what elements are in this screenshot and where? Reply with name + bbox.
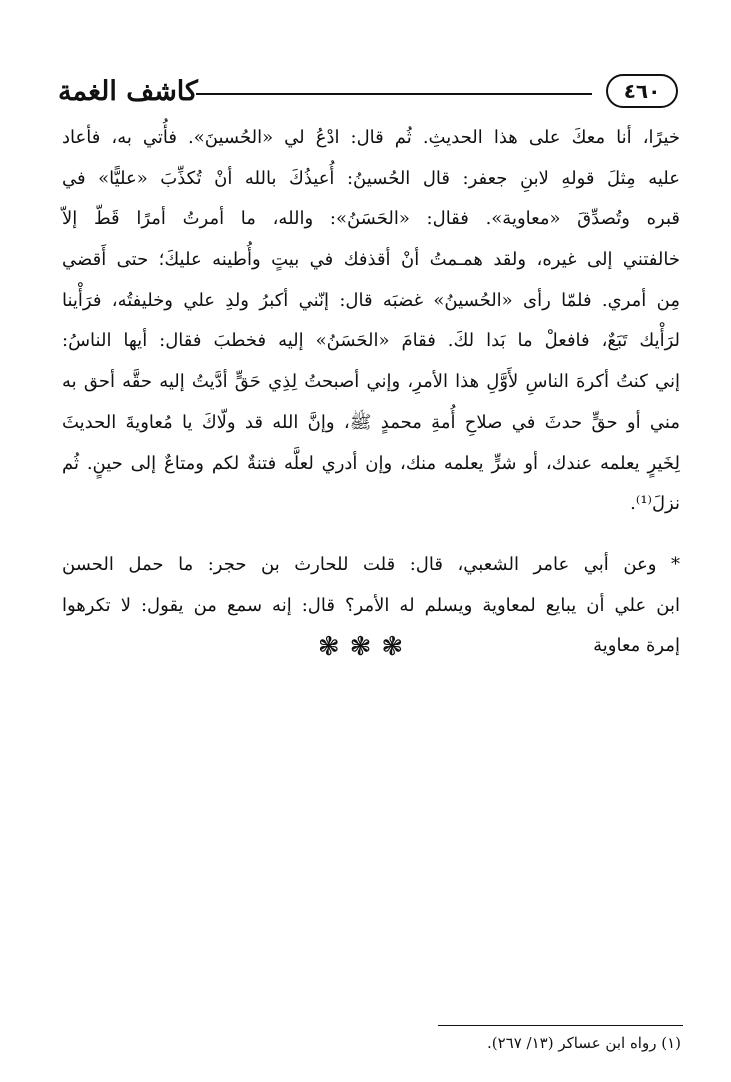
- book-title: كاشف الغمة: [58, 76, 198, 107]
- text-line: نزلَ⁽¹⁾.: [630, 493, 680, 515]
- footnote: (١) رواه ابن عساكر (١٣/ ٢٦٧).: [486, 1034, 681, 1052]
- text-line: خيرًا، أنا معكَ على هذا الحديثِ. ثُم قال: ادْعُ لي «الحُسينَ». فأُتي به، فأعاد: [62, 127, 680, 148]
- text-line: مِن أمري. فلمّا رأى «الحُسينُ» غضبَه قال: إنّني أكبرُ ولدِ علي وخليفتُه، فرَأْينا: [62, 289, 680, 311]
- page-number: ٤٦٠: [606, 74, 678, 108]
- text-line: عليه مِثلَ قولهِ لابنِ جعفر: قال الحُسينُ: أُعيذُكَ بالله أنْ تُكذِّبَ «عليًّا» في: [62, 167, 680, 189]
- text-line: ابن علي أن يبايع لمعاوية ويسلم له الأمر؟ قال: إنه سمع من يقول: لا تكرهوا: [62, 594, 680, 616]
- text-line: مني أو حقٍّ حدثَ في صلاحِ أُمةِ محمدٍ ﷺ، وإنَّ الله قد ولّاكَ يا مُعاويةَ الحديثَ: [62, 411, 680, 433]
- paragraph: [62, 118, 680, 525]
- text-line: * وعن أبي عامر الشعبي، قال: قلت للحارث بن حجر: ما حمل الحسن: [62, 553, 680, 575]
- header-rule: [196, 93, 592, 95]
- text-line: إني كنتُ أكرهَ الناسِ لأَوَّلِ هذا الأمرِ، وإني أصبحتُ لِذِي حَقٍّ أدَّيتُ إليه حقَّه أحق به: [62, 371, 680, 393]
- text-line: إمرة معاوية: [593, 635, 680, 657]
- text-line: لرَأْيك تَبَعٌ، فافعلْ ما بَدا لكَ. فقامَ «الحَسَنُ» إليه فخطبَ فقال: أيها الناسُ:: [62, 330, 680, 352]
- text-line: لِخَيرٍ يعلمه عندك، أو شرٍّ يعلمه منك، وإن أدري لعلَّه فتنةٌ لكم ومتاعٌ إلى حينٍ. ثُم: [62, 452, 680, 474]
- text-line: قبره وتُصدِّقَ «معاوية». فقال: «الحَسَنُ»: والله، ما أمرتُ أمرًا قَطّ إلاّ: [62, 208, 680, 230]
- text-line: خالفتني إلى غيره، ولقد همـمتُ أنْ أقذفك في بيتٍ وأُطينه عليكَ؛ حتى أَقضي: [62, 249, 680, 271]
- paragraph-gap: [62, 525, 680, 545]
- footnote-rule: [438, 1025, 683, 1026]
- body-text: [62, 118, 680, 667]
- page-header: [58, 70, 678, 120]
- section-separator: ❃❃❃: [317, 632, 414, 662]
